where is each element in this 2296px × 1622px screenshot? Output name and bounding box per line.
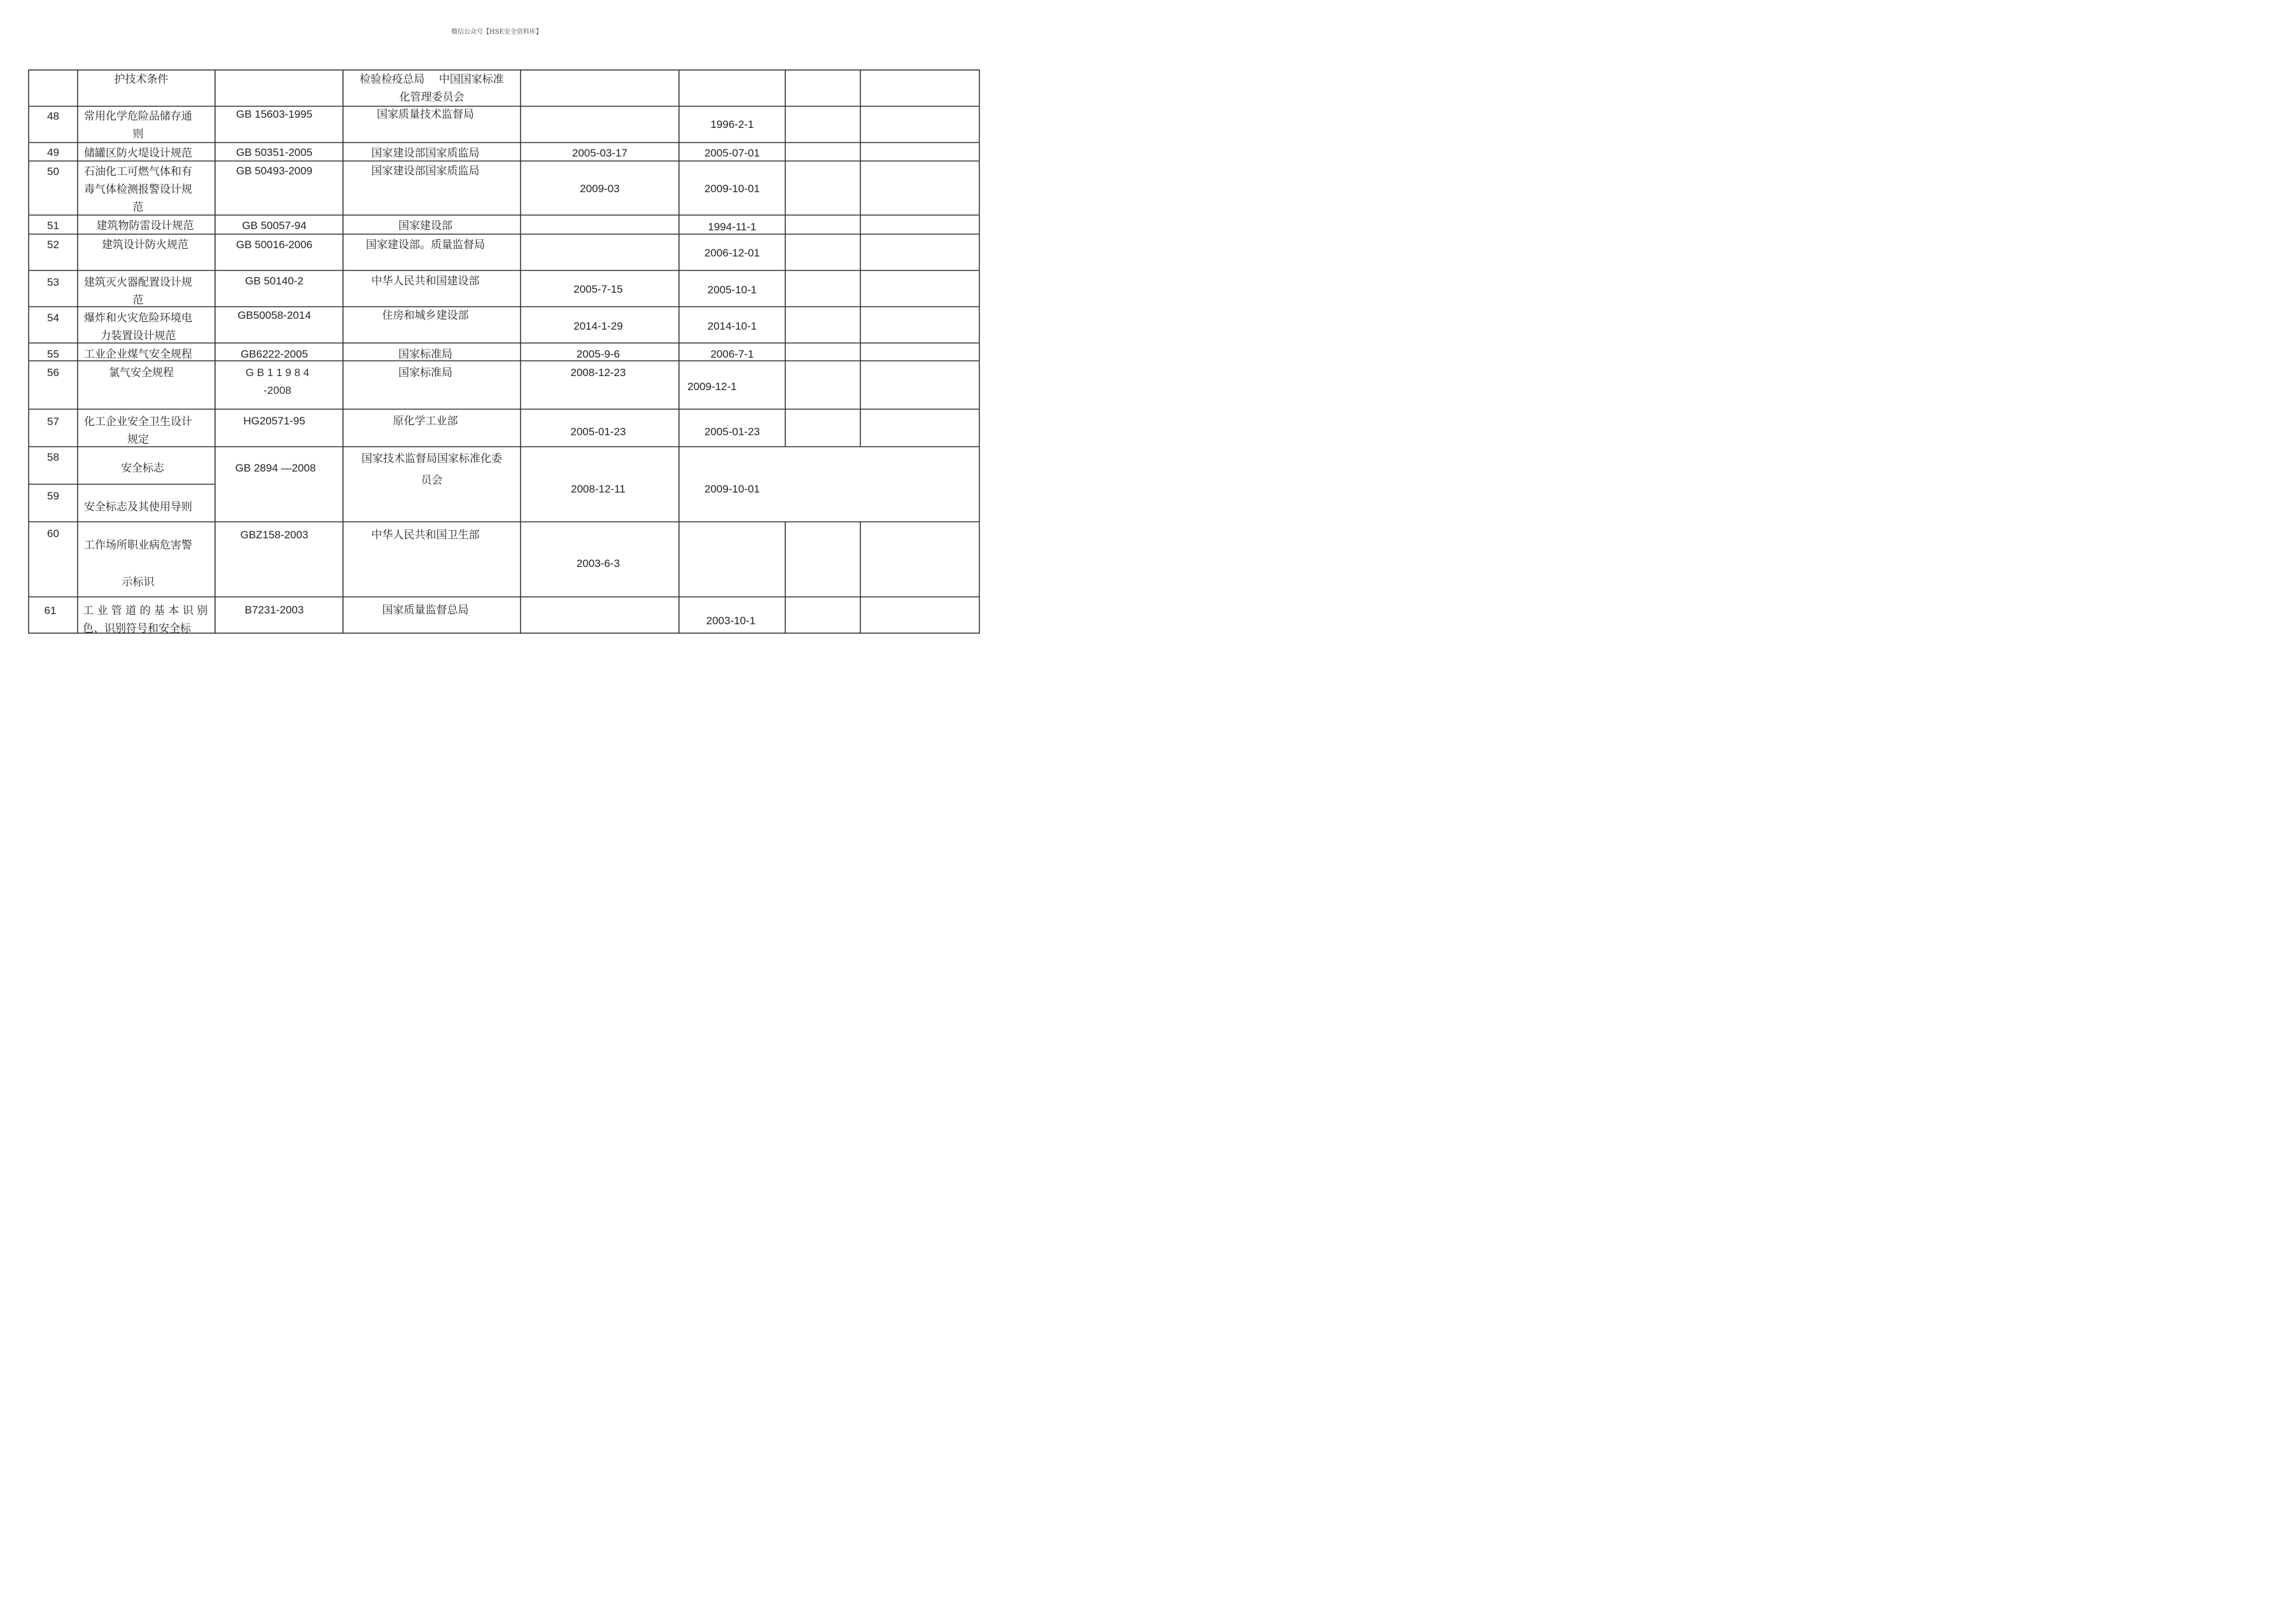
cell-effective: 2003-10-1: [706, 615, 756, 627]
cell-code: GB 50351-2005: [235, 146, 313, 158]
cell-no: 55: [47, 348, 59, 360]
cell-no: 60: [47, 528, 59, 540]
cell-issue: 2005-9-6: [576, 348, 620, 360]
cell-issue: 2008-12-23: [570, 367, 626, 379]
cell-agency: 国家建设部。质量监督局: [366, 239, 485, 251]
cell-code: GB 15603-1995: [235, 108, 313, 120]
cell-agency: 国家质量技术监督局: [377, 108, 474, 121]
cell-agency: 国家建设部: [398, 220, 452, 232]
cell-agency: 检验检疫总局 中国国家标准 化管理委员会: [360, 73, 504, 104]
cell-effective: 2006-7-1: [710, 348, 754, 360]
cell-agency: 国家质量监督总局: [382, 604, 469, 617]
cell-agency: 住房和城乡建设部: [382, 309, 469, 322]
cell-agency: 国家建设部国家质监局: [371, 165, 480, 178]
cell-issue: 2014-1-29: [573, 320, 623, 332]
cell-effective: 2005-07-01: [704, 147, 760, 159]
cell-code: HG20571-95: [243, 415, 305, 427]
cell-no: 53: [47, 276, 59, 288]
cell-no: 50: [47, 165, 59, 178]
cell-no: 56: [47, 367, 59, 379]
cell-no: 52: [47, 239, 59, 251]
cell-name: 建筑灭火器配置设计规 范: [84, 276, 192, 307]
cell-no: 58: [47, 451, 59, 463]
cell-name: 常用化学危险品储存通 则: [84, 110, 192, 141]
cell-name: 建筑设计防火规范: [102, 239, 188, 251]
cell-no: 49: [47, 146, 59, 158]
cell-name: 石油化工可燃气体和有 毒气体检测报警设计规 范: [84, 165, 192, 214]
cell-name: 氯气安全规程: [109, 367, 174, 379]
cell-effective: 2005-10-1: [707, 284, 757, 296]
cell-name: 建筑物防雷设计规范: [96, 220, 194, 232]
cell-name: 工作场所职业病危害警 示标识: [84, 539, 192, 589]
cell-issue: 2009-03: [580, 183, 620, 195]
cell-name: 化工企业安全卫生设计 规定: [84, 416, 192, 446]
cell-code: GB 50016-2006: [235, 239, 313, 251]
cell-code: GB 50140-2: [245, 275, 304, 287]
cell-code: GB 50493-2009: [235, 165, 313, 177]
cell-agency: 国家标准局: [398, 348, 452, 361]
header-watermark: 微信公众号【HSE安全资料库】: [451, 29, 542, 36]
cell-effective: 2009-10-01: [704, 183, 760, 195]
cell-effective: 2009-10-01: [704, 483, 760, 495]
cell-name: 安全标志: [121, 462, 164, 475]
cell-agency: 国家标准局: [398, 367, 452, 379]
cell-no: 61: [44, 605, 57, 617]
cell-name: 工 业 管 道 的 基 本 识 别 色、识别符号和安全标: [83, 605, 208, 635]
cell-no: 51: [47, 220, 59, 232]
cell-name: 护技术条件: [114, 73, 169, 86]
cell-effective: 1994-11-1: [708, 221, 757, 233]
cell-code: GB 50057-94: [242, 220, 307, 232]
cell-agency: 国家技术监督局国家标准化委 员会: [361, 452, 502, 487]
cell-no: 57: [47, 416, 59, 428]
cell-issue: 2003-6-3: [576, 557, 620, 570]
cell-code: G B 1 1 9 8 4 -2008: [245, 367, 310, 396]
cell-name: 安全标志及其使用导则: [84, 501, 192, 514]
cell-code: GB50058-2014: [237, 309, 311, 321]
cell-agency: 原化学工业部: [393, 415, 458, 428]
cell-no: 54: [47, 312, 59, 324]
cell-name: 爆炸和火灾危险环境电 力装置设计规范: [84, 312, 192, 342]
cell-code: B7231-2003: [244, 604, 304, 616]
cell-agency: 中华人民共和国卫生部: [371, 529, 480, 542]
cell-effective: 2006-12-01: [704, 247, 760, 259]
cell-issue: 2008-12-11: [571, 483, 626, 495]
cell-agency: 国家建设部国家质监局: [371, 147, 480, 160]
cell-issue: 2005-7-15: [573, 283, 623, 295]
cell-name: 工业企业煤气安全规程: [84, 348, 192, 361]
cell-effective: 2014-10-1: [707, 320, 757, 332]
cell-issue: 2005-03-17: [572, 147, 627, 159]
cell-code: GB6222-2005: [241, 348, 308, 360]
cell-agency: 中华人民共和国建设部: [371, 275, 480, 288]
cell-effective: 1996-2-1: [710, 118, 754, 130]
cell-no: 48: [47, 110, 59, 122]
cell-effective: 2005-01-23: [704, 426, 760, 438]
cell-issue: 2005-01-23: [570, 426, 626, 438]
cell-effective: 2009-12-1: [687, 381, 737, 393]
cell-code: GB 2894 —2008: [235, 462, 316, 474]
cell-no: 59: [47, 490, 59, 502]
cell-code: GBZ158-2003: [240, 529, 309, 541]
cell-name: 储罐区防火堤设计规范: [84, 147, 192, 160]
